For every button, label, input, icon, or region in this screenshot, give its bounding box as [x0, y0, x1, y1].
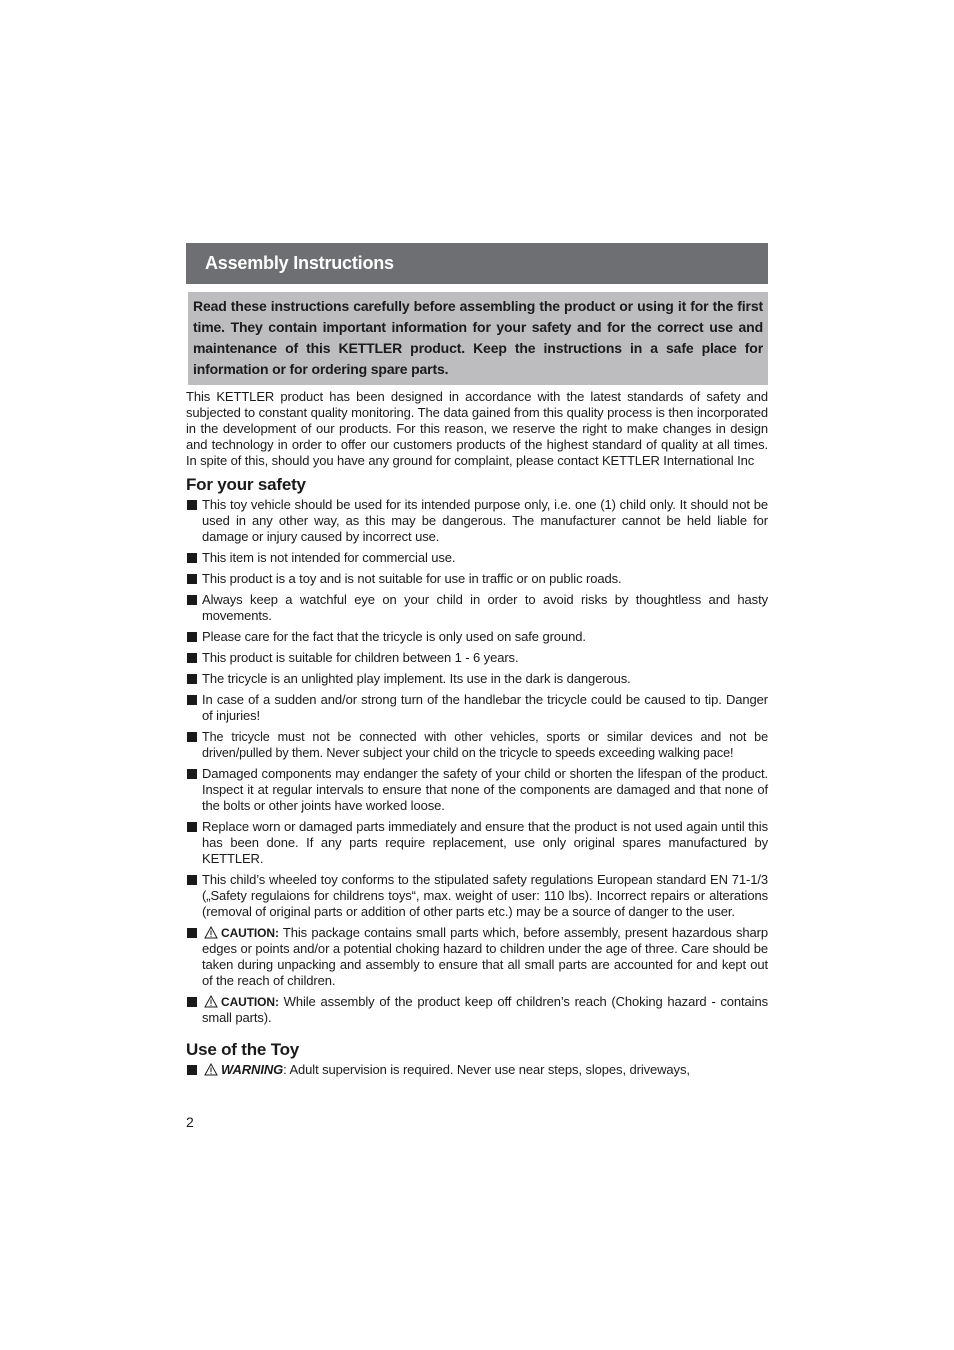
bullet-square-icon	[187, 574, 197, 584]
caution-label: CAUTION:	[221, 995, 279, 1009]
intro-notice: Read these instructions carefully before assembling the product or using it for the first time. They contain important information for your safety and for the correct use and maintenance of this KETTLER product. Keep the instructions in a safe place for information or for ordering spare parts.	[188, 292, 768, 385]
manual-page	[186, 243, 768, 1083]
list-item: This child’s wheeled toy conforms to the stipulated safety regulations European standard EN 71-1/3 („Safety regulaions for childrens toys“, max. weight of user: 110 lbs). Incorrect repairs or alterations (removal of original parts or addition of other parts etc.) may be a source of danger to the user.	[186, 872, 768, 920]
use-heading: Use of the Toy	[186, 1040, 300, 1059]
bullet-square-icon	[187, 1065, 197, 1075]
bullet-square-icon	[187, 695, 197, 705]
list-item: In case of a sudden and/or strong turn of the handlebar the tricycle could be caused to tip. Danger of injuries!	[186, 692, 768, 724]
warning-triangle-icon	[204, 926, 218, 939]
list-item: This toy vehicle should be used for its intended purpose only, i.e. one (1) child only. It should not be used in any other way, as this may be dangerous. The manufacturer cannot be held liable for damage or injury caused by incorrect use.	[186, 497, 768, 545]
bullet-square-icon	[187, 822, 197, 832]
caution-label: CAUTION:	[221, 926, 279, 940]
bullet-square-icon	[187, 732, 197, 742]
safety-list	[186, 497, 768, 1026]
page-number: 2	[186, 1114, 194, 1130]
list-item: Damaged components may endanger the safety of your child or shorten the lifespan of the product. Inspect it at regular intervals to ensure that none of the components are damaged and that none of the bolts or other joints have worked loose.	[186, 766, 768, 814]
bullet-square-icon	[187, 632, 197, 642]
list-item: CAUTION: This package contains small parts which, before assembly, present hazardous sharp edges or points and/or a potential choking hazard to children under the age of three. Care should be taken during unpacking and assembly to ensure that all small parts are accounted for and kept out of the reach of children.	[186, 925, 768, 989]
list-item: This product is a toy and is not suitable for use in traffic or on public roads.	[186, 571, 768, 587]
bullet-square-icon	[187, 674, 197, 684]
list-item: CAUTION: While assembly of the product keep off children’s reach (Choking hazard - contains small parts).	[186, 994, 768, 1026]
list-item: This item is not intended for commercial use.	[186, 550, 768, 566]
list-item: The tricycle must not be connected with other vehicles, sports or similar devices and not be driven/pulled by them. Never subject your child on the tricycle to speeds exceeding walking pace!	[186, 729, 768, 761]
bullet-square-icon	[187, 653, 197, 663]
use-list	[186, 1062, 768, 1078]
intro-paragraph: This KETTLER product has been designed in accordance with the latest standards of safety and subjected to constant quality monitoring. The data gained from this quality process is then incorporated in the development of our products. For this reason, we reserve the right to make changes in design and technology in order to offer our customers products of the highest standard of quality at all times. In spite of this, should you have any ground for complaint, please contact KETTLER International Inc	[186, 389, 768, 468]
list-item: This product is suitable for children between 1 - 6 years.	[186, 650, 768, 666]
section-title: Assembly Instructions	[205, 253, 394, 273]
list-item: Please care for the fact that the tricycle is only used on safe ground.	[186, 629, 768, 645]
warning-triangle-icon	[204, 1063, 218, 1076]
bullet-square-icon	[187, 928, 197, 938]
list-item: The tricycle is an unlighted play implement. Its use in the dark is dangerous.	[186, 671, 768, 687]
bullet-square-icon	[187, 553, 197, 563]
safety-heading: For your safety	[186, 475, 306, 494]
list-item: WARNING: Adult supervision is required. Never use near steps, slopes, driveways,	[186, 1062, 768, 1078]
list-item: Replace worn or damaged parts immediately and ensure that the product is not used again until this has been done. If any parts require replacement, use only original spares manufactured by KETTLER.	[186, 819, 768, 867]
bullet-square-icon	[187, 997, 197, 1007]
bullet-square-icon	[187, 769, 197, 779]
list-item: Always keep a watchful eye on your child in order to avoid risks by thoughtless and hasty movements.	[186, 592, 768, 624]
bullet-square-icon	[187, 875, 197, 885]
bullet-square-icon	[187, 500, 197, 510]
warning-triangle-icon	[204, 995, 218, 1008]
warning-label: WARNING	[221, 1062, 284, 1077]
bullet-square-icon	[187, 595, 197, 605]
section-header	[186, 243, 768, 284]
